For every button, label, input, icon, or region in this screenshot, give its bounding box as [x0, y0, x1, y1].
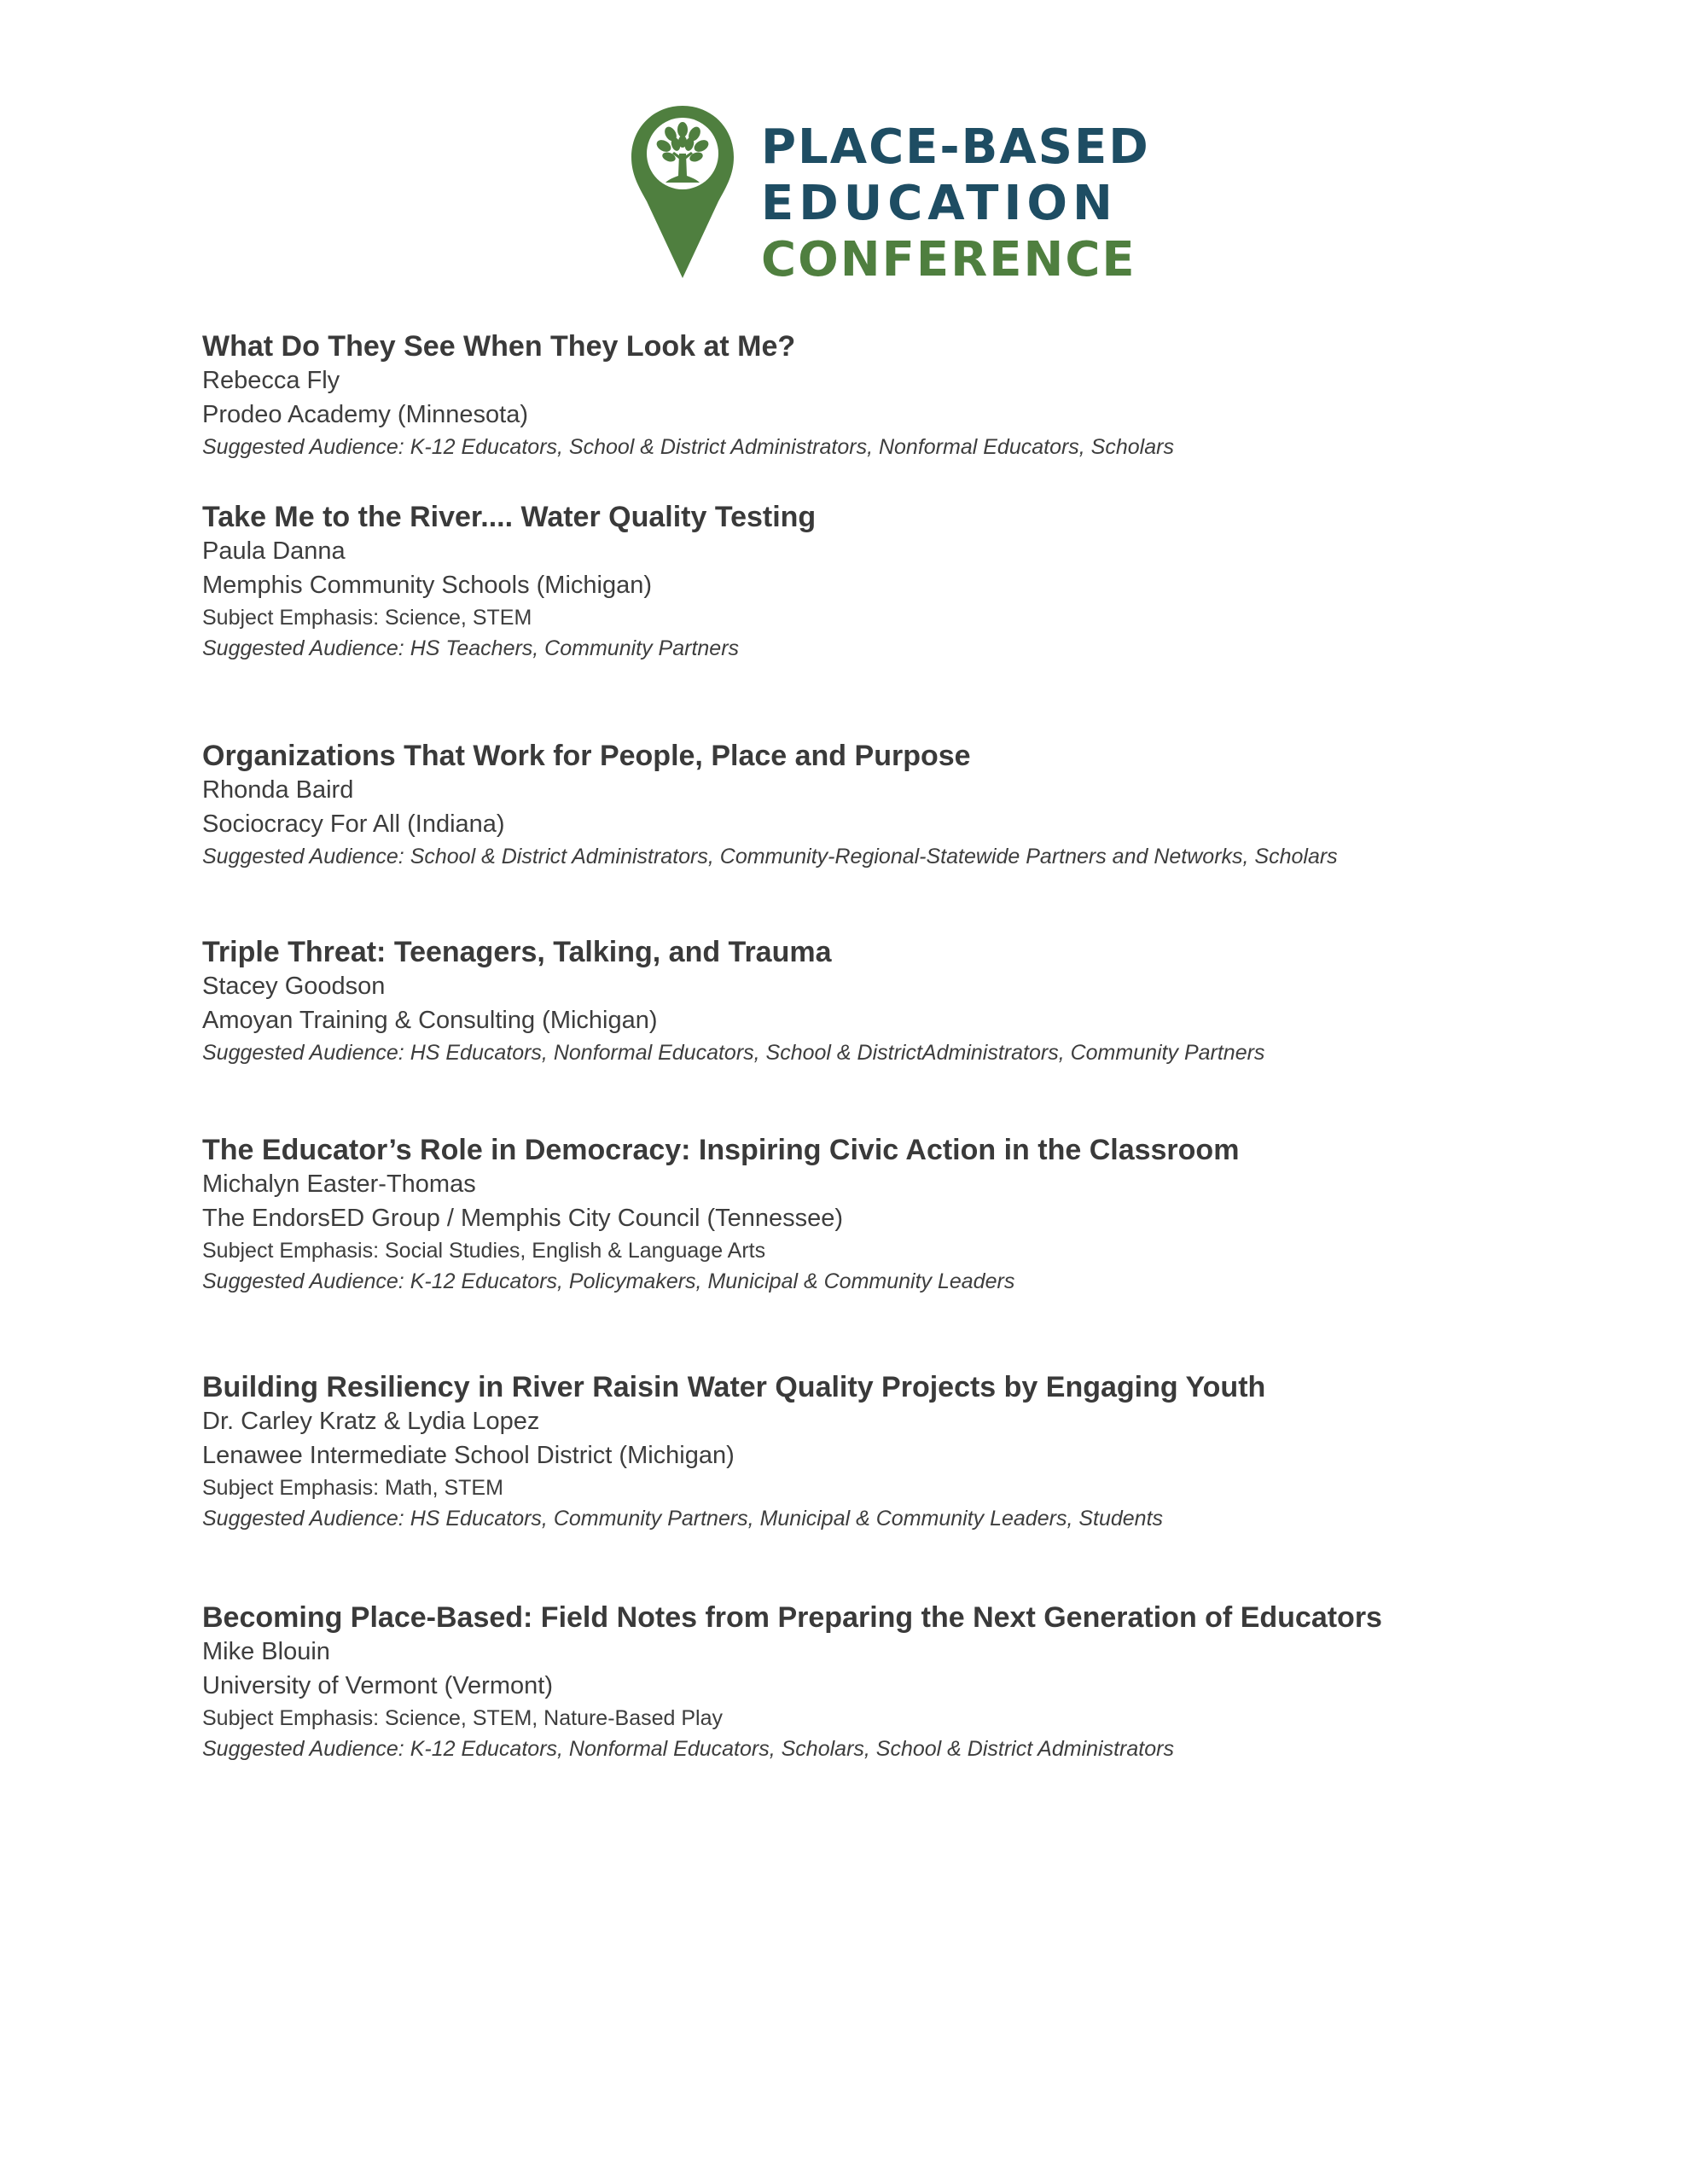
session-title: The Educator’s Role in Democracy: Inspiring Civic Action in the Classroom: [202, 1134, 1240, 1166]
session-organization: University of Vermont (Vermont): [202, 1672, 553, 1699]
conference-logo: [630, 104, 1150, 288]
session-title: Organizations That Work for People, Place and Purpose: [202, 740, 971, 772]
session-item: [202, 500, 1653, 664]
session-presenter: Mike Blouin: [202, 1638, 330, 1665]
session-subject-emphasis: Subject Emphasis: Science, STEM: [202, 606, 532, 630]
session-presenter: Paula Danna: [202, 537, 346, 565]
session-audience: Suggested Audience: HS Teachers, Community Partners: [202, 636, 740, 660]
session-title: Take Me to the River.... Water Quality Testing: [202, 501, 817, 533]
session-audience: Suggested Audience: K-12 Educators, Nonformal Educators, Scholars, School & District Administrators: [202, 1737, 1174, 1761]
session-subject-emphasis: Subject Emphasis: Social Studies, English & Language Arts: [202, 1239, 766, 1263]
session-organization: Sociocracy For All (Indiana): [202, 810, 505, 838]
session-subject-emphasis: Subject Emphasis: Math, STEM: [202, 1476, 503, 1500]
session-title: Triple Threat: Teenagers, Talking, and Trauma: [202, 936, 832, 968]
session-item: [202, 1600, 1653, 1764]
session-title: Becoming Place-Based: Field Notes from Preparing the Next Generation of Educators: [202, 1601, 1382, 1634]
session-item: [202, 935, 1653, 1068]
session-audience: Suggested Audience: K-12 Educators, Policymakers, Municipal & Community Leaders: [202, 1269, 1015, 1293]
session-title: What Do They See When They Look at Me?: [202, 330, 796, 363]
session-presenter: Stacey Goodson: [202, 973, 386, 1000]
session-presenter: Dr. Carley Kratz & Lydia Lopez: [202, 1408, 540, 1435]
logo-line-place-based: PLACE-BASED: [761, 119, 1150, 175]
session-organization: Amoyan Training & Consulting (Michigan): [202, 1007, 658, 1034]
session-item: [202, 1133, 1653, 1297]
map-pin-tree-icon: [630, 104, 735, 280]
session-audience: Suggested Audience: School & District Administrators, Community-Regional-Statewide Partners and Networks, Scholars: [202, 845, 1338, 868]
session-item: [202, 1370, 1653, 1534]
session-audience: Suggested Audience: HS Educators, Community Partners, Municipal & Community Leaders, Students: [202, 1507, 1164, 1531]
session-organization: Prodeo Academy (Minnesota): [202, 401, 529, 428]
session-item: [202, 739, 1653, 872]
session-audience: Suggested Audience: HS Educators, Nonformal Educators, School & DistrictAdministrators, Community Partners: [202, 1041, 1265, 1065]
session-presenter: Rebecca Fly: [202, 367, 340, 394]
session-organization: The EndorsED Group / Memphis City Council (Tennessee): [202, 1205, 844, 1232]
session-presenter: Rhonda Baird: [202, 776, 354, 804]
session-organization: Lenawee Intermediate School District (Michigan): [202, 1442, 735, 1469]
session-organization: Memphis Community Schools (Michigan): [202, 572, 652, 599]
session-audience: Suggested Audience: K-12 Educators, School & District Administrators, Nonformal Educators, Scholars: [202, 435, 1174, 459]
logo-wordmark: [761, 119, 1150, 288]
session-title: Building Resiliency in River Raisin Water Quality Projects by Engaging Youth: [202, 1371, 1266, 1403]
session-subject-emphasis: Subject Emphasis: Science, STEM, Nature-Based Play: [202, 1706, 723, 1730]
logo-line-education: EDUCATION: [761, 176, 1118, 231]
logo-line-conference: CONFERENCE: [761, 232, 1136, 288]
session-presenter: Michalyn Easter-Thomas: [202, 1170, 476, 1198]
session-item: [202, 329, 1653, 462]
